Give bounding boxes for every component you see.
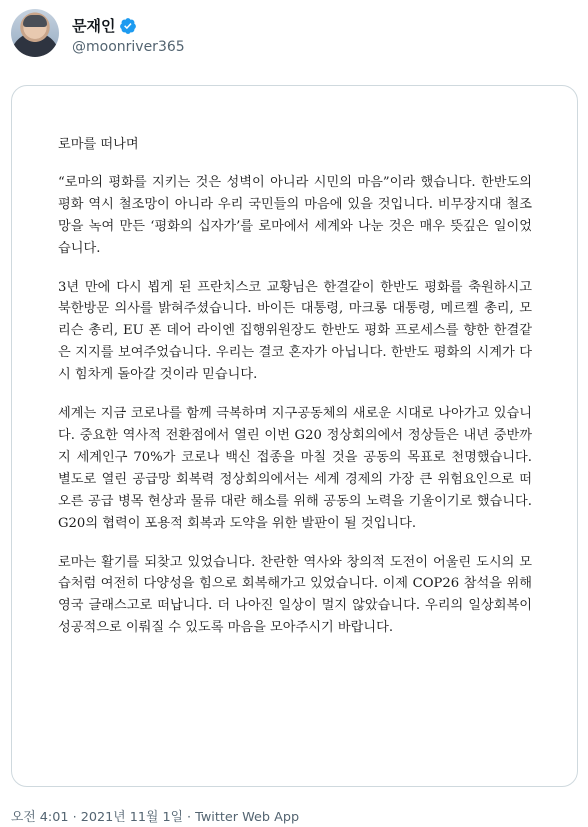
verified-badge-icon (119, 17, 137, 35)
letter-paragraph: 로마는 활기를 되찾고 있었습니다. 찬란한 역사와 창의적 도전이 어울린 도시의 모습처럼 여전히 다양성을 힘으로 회복해가고 있었습니다. 이제 COP26 참석을 위해 영국 글래스고로 떠납니다. 더 나아진 일상이 멀지 않았습니다. 우리의 일상회복이 성공적으로 이뤄질 수 있도록 마음을 모아주시기 바랍니다. (58, 554, 532, 636)
author-name-line (72, 15, 137, 36)
letter-text (58, 134, 532, 656)
avatar[interactable] (11, 9, 59, 57)
letter-paragraph: 3년 만에 다시 뵙게 된 프란치스코 교황님은 한결같이 한반도 평화를 축원하시고 북한방문 의사를 밝혀주셨습니다. 바이든 대통령, 마크롱 대통령, 메르켈 총리, 모리슨 총리, EU 폰 데어 라이엔 집행위원장도 한반도 평화 프로세스를 향한 한결같은 지지를 보여주었습니다. 우리는 결코 혼자가 아닙니다. 한반도 평화의 시계가 다시 힘차게 돌아갈 것이라 믿습니다. (58, 279, 532, 383)
tweet-header (11, 9, 571, 59)
letter-paragraph: “로마의 평화를 지키는 것은 성벽이 아니라 시민의 마음”이라 했습니다. 한반도의 평화 역시 철조망이 아니라 우리 국민들의 마음에 있을 것입니다. 비무장지대 철조망을 녹여 만든 ‘평화의 십자가’를 로마에서 세계와 나눈 것은 매우 뜻깊은 일이었습니다. (58, 174, 532, 256)
tweet-timestamp[interactable]: 오전 4:01 · 2021년 11월 1일 · Twitter Web App (11, 810, 300, 825)
author-name[interactable]: 문재인 (72, 17, 116, 35)
letter-paragraph: 세계는 지금 코로나를 함께 극복하며 지구공동체의 새로운 시대로 나아가고 있습니다. 중요한 역사적 전환점에서 열린 이번 G20 정상회의에서 정상들은 내년 중반까지 세계인구 70%가 코로나 백신 접종을 마칠 것을 공동의 목표로 천명했습니다. 별도로 열린 공급망 회복력 정상회의에서는 세계 경제의 가장 큰 위험요인으로 떠오른 공급 병목 현상과 물류 대란 해소를 위해 공동의 노력을 기울이기로 했습니다. G20의 협력이 포용적 회복과 도약을 위한 발판이 될 것입니다. (58, 406, 532, 531)
letter-title: 로마를 떠나며 (58, 137, 139, 152)
author-handle[interactable]: @moonriver365 (72, 39, 185, 55)
attached-image[interactable] (11, 85, 578, 787)
